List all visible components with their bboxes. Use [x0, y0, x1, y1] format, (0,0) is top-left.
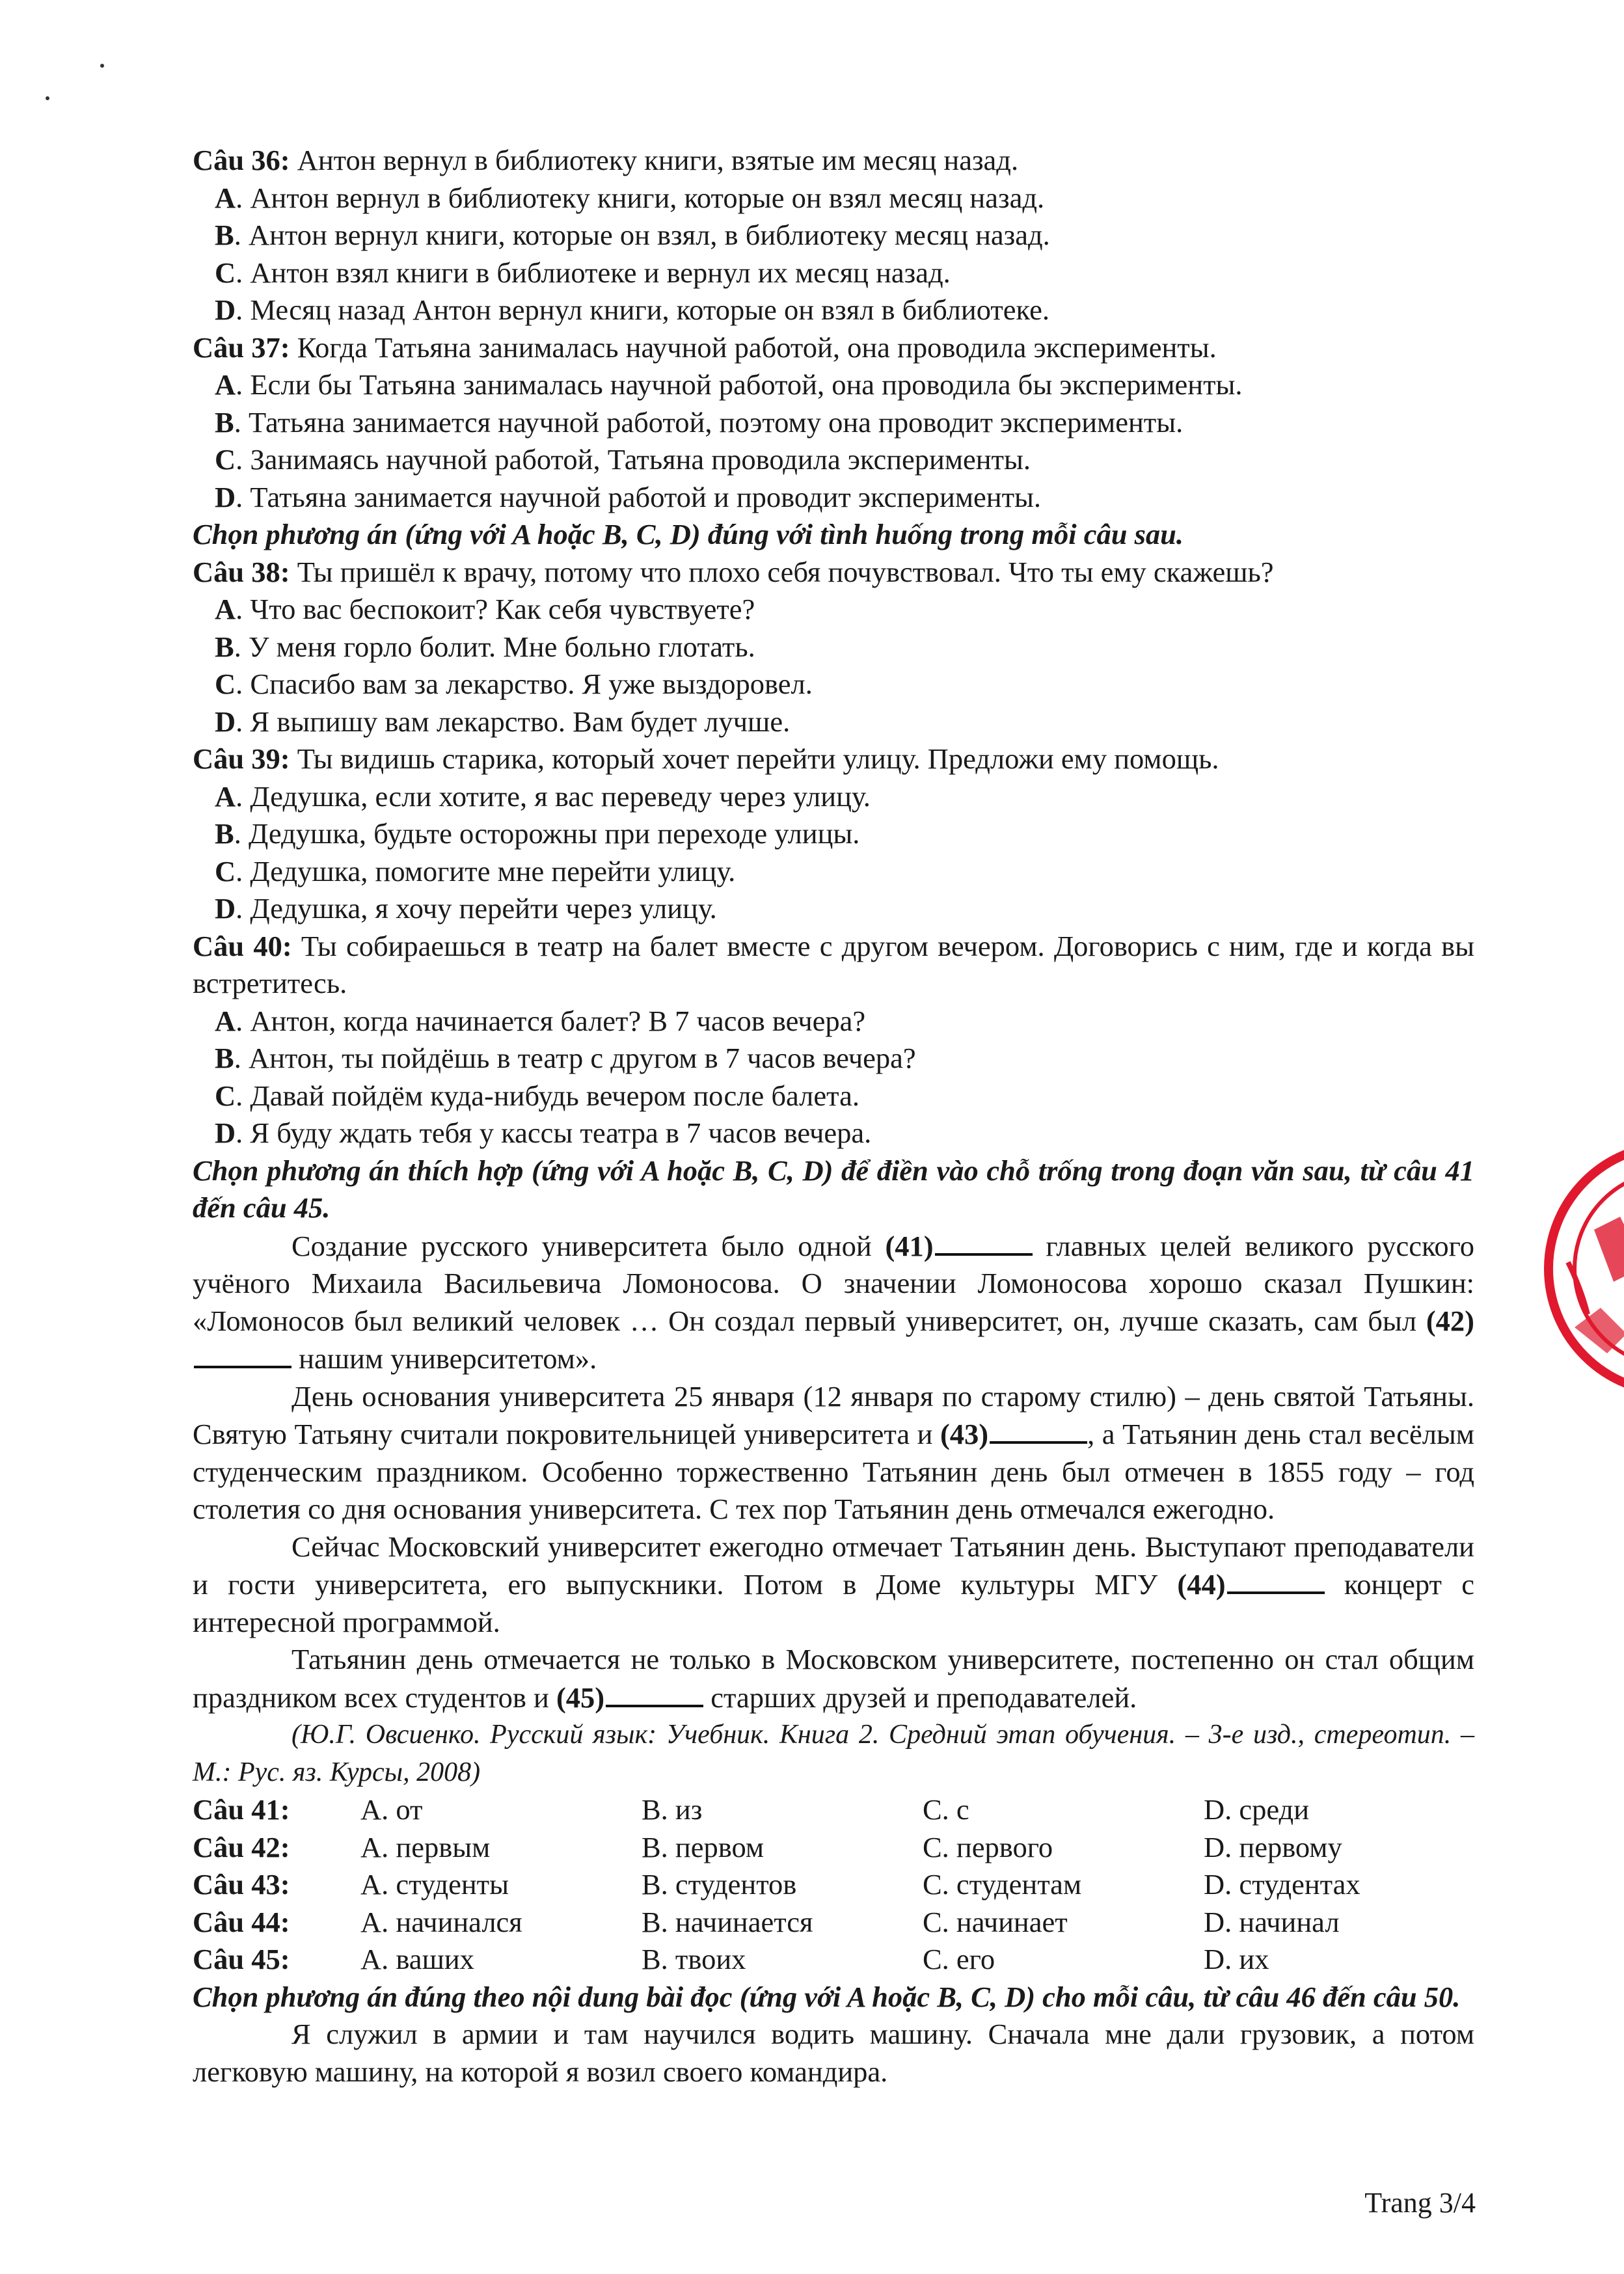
option-39-b: B. Дедушка, будьте осторожны при переходе улицы.	[215, 817, 860, 850]
passage-paragraph-3: Сейчас Московский университет ежегодно отмечает Татьянин день. Выступают преподаватели и гости университета, его выпускники. Потом в Доме культуры МГУ (44) концерт с интересной программой.	[193, 1530, 1474, 1638]
passage-source: (Ю.Г. Овсиенко. Русский язык: Учебник. Книга 2. Средний этап обучения. – 3-е изд., стереотип. – М.: Рус. яз. Курсы, 2008)	[193, 1720, 1474, 1787]
question-38: Câu 38: Ты пришёл к врачу, потому что плохо себя почувствовал. Что ты ему скажешь?	[193, 555, 1274, 588]
option-39-a: A. Дедушка, если хотите, я вас переведу через улицу.	[215, 779, 871, 813]
option-37-a: A. Если бы Татьяна занималась научной работой, она проводила бы эксперименты.	[215, 368, 1243, 401]
option-39-d: D. Дедушка, я хочу перейти через улицу.	[215, 892, 717, 925]
scan-speck	[100, 64, 104, 68]
official-stamp	[1522, 1132, 1624, 1405]
question-39: Câu 39: Ты видишь старика, который хочет перейти улицу. Предложи ему помощь.	[193, 742, 1219, 775]
option-38-b: B. У меня горло болит. Мне больно глотать.	[215, 630, 755, 663]
option-40-b: B. Антон, ты пойдёшь в театр с другом в 7 часов вечера?	[215, 1042, 916, 1074]
option-38-c: C. Спасибо вам за лекарство. Я уже выздоровел.	[215, 668, 813, 700]
option-38-a: A. Что вас беспокоит? Как себя чувствуете?	[215, 593, 755, 625]
option-39-c: C. Дедушка, помогите мне перейти улицу.	[215, 854, 736, 887]
page-number: Trang 3/4	[1364, 2187, 1476, 2219]
instruction-reading: Chọn phương án đúng theo nội dung bài đọc (ứng với A hoặc B, C, D) cho mỗi câu, từ câu 46 đến câu 50.	[193, 1980, 1461, 2013]
answer-row-45: Câu 45: A. ваших B. твоих C. его D. их	[193, 1943, 1269, 1975]
passage-paragraph-2: День основания университета 25 января (12 января по старому стилю) – день святой Татьяны. Святую Татьяну считали покровительницей университета и (43) , а Татьянин день стал весёлым студенческим праздником. Особенно торжественно Татьянин день был отмечен в 1855 году – год столетия со дня основания университета. С тех пор Татьянин день отмечался ежегодно.	[193, 1379, 1474, 1525]
question-36: Câu 36: Антон вернул в библиотеку книги, взятые им месяц назад.	[193, 144, 1019, 176]
answer-row-42: Câu 42: A. первым B. первом C. первого D. первому	[193, 1830, 1342, 1863]
blank-44: (44)	[1177, 1568, 1324, 1601]
blank-43: (43)	[940, 1418, 1087, 1450]
blank-41: (41)	[885, 1230, 1032, 1262]
option-40-d: D. Я буду ждать тебя у кассы театра в 7 часов вечера.	[215, 1117, 872, 1149]
option-40-a: A. Антон, когда начинается балет? В 7 часов вечера?	[215, 1004, 866, 1037]
stamp-seal-icon	[1522, 1132, 1624, 1405]
option-36-a: A. Антон вернул в библиотеку книги, которые он взял месяц назад.	[215, 181, 1045, 214]
option-37-c: C. Занимаясь научной работой, Татьяна проводила эксперименты.	[215, 443, 1031, 476]
question-40: Câu 40: Ты собираешься в театр на балет вместе с другом вечером. Договорись с ним, где и когда вы встретитесь.	[193, 929, 1474, 999]
option-37-b: B. Татьяна занимается научной работой, поэтому она проводит эксперименты.	[215, 405, 1184, 439]
answer-row-43: Câu 43: A. студенты B. студентов C. студентам D. студентах	[193, 1868, 1360, 1901]
exam-page-content	[193, 142, 1474, 2091]
blank-45: (45)	[556, 1681, 703, 1714]
answer-row-41: Câu 41: A. от B. из C. с D. среди	[193, 1793, 1310, 1826]
instruction-situations: Chọn phương án (ứng với A hoặc B, C, D) đúng với tình huống trong mỗi câu sau.	[193, 518, 1184, 550]
option-38-d: D. Я выпишу вам лекарство. Вам будет лучше.	[215, 705, 791, 738]
reading-passage: Я служил в армии и там научился водить машину. Сначала мне дали грузовик, а потом легковую машину, на которой я возил своего командира.	[193, 2018, 1474, 2088]
passage-paragraph-4: Татьянин день отмечается не только в Московском университете, постепенно он стал общим праздником всех студентов и (45) старших друзей и преподавателей.	[193, 1643, 1474, 1714]
option-40-c: C. Давай пойдём куда-нибудь вечером после балета.	[215, 1079, 859, 1112]
instruction-cloze: Chọn phương án thích hợp (ứng với A hoặc B, C, D) để điền vào chỗ trống trong đoạn văn sau, từ câu 41 đến câu 45.	[193, 1154, 1474, 1224]
option-37-d: D. Татьяна занимается научной работой и проводит эксперименты.	[215, 480, 1042, 513]
scan-speck	[46, 96, 49, 100]
option-36-b: B. Антон вернул книги, которые он взял, в библиотеку месяц назад.	[215, 219, 1050, 251]
passage-paragraph-1: Создание русского университета было одной (41) главных целей великого русского учёного Михаила Васильевича Ломоносова. О значении Ломоносова хорошо сказал Пушкин: «Ломоносов был великий человек … Он создал первый университет, он, лучше сказать, сам был (42) нашим университетом».	[193, 1227, 1474, 1378]
answer-row-44: Câu 44: A. начинался B. начинается C. начинает D. начинал	[193, 1905, 1340, 1938]
option-36-d: D. Месяц назад Антон вернул книги, которые он взял в библиотеке.	[215, 293, 1049, 326]
question-37: Câu 37: Когда Татьяна занималась научной работой, она проводила эксперименты.	[193, 331, 1217, 364]
option-36-c: C. Антон взял книги в библиотеке и вернул их месяц назад.	[215, 256, 951, 289]
blank-42: (42)	[193, 1305, 1474, 1375]
